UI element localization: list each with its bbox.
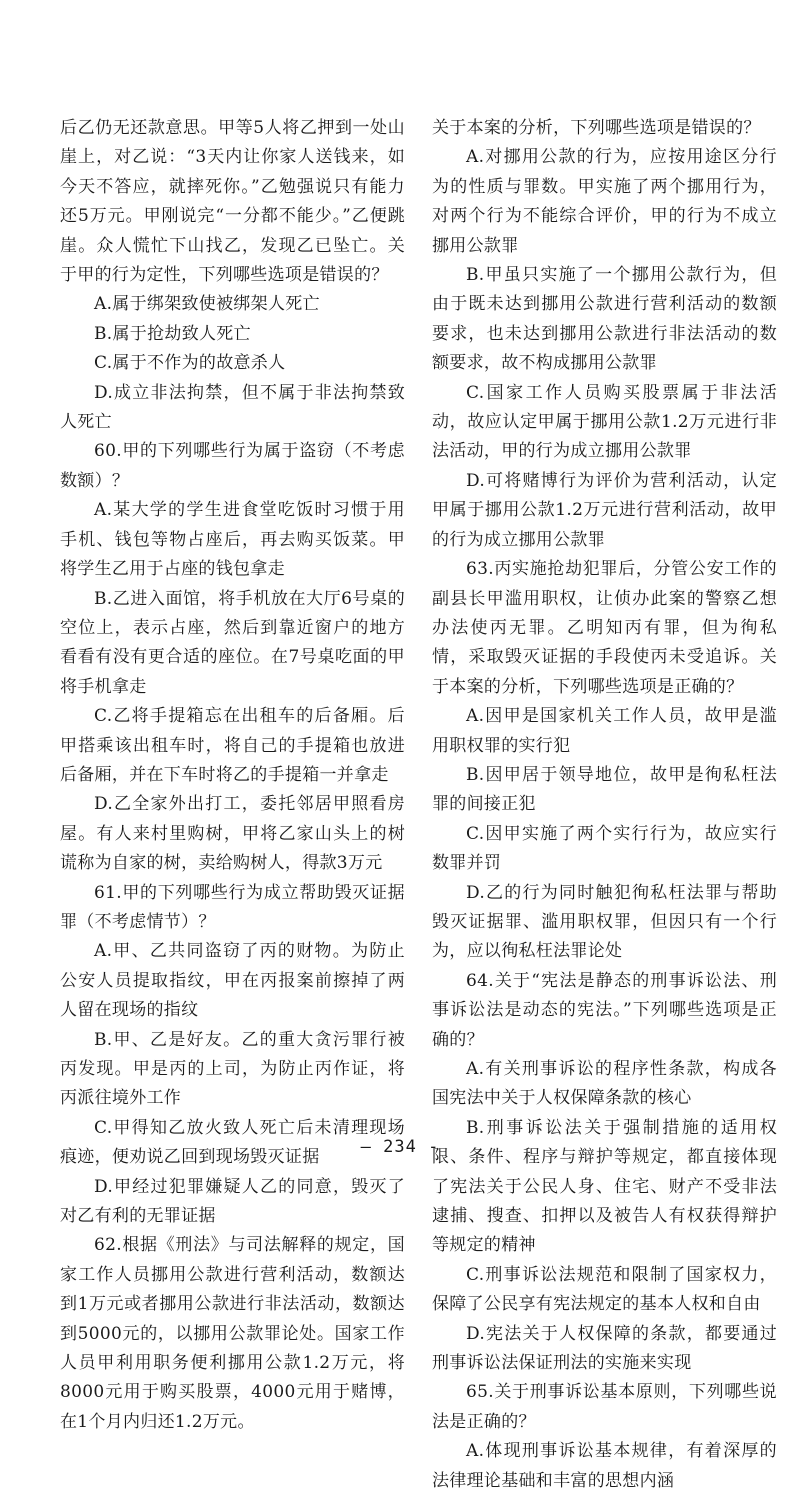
continuation-text: 后乙仍无还款意思。甲等5人将乙押到一处山崖上，对乙说：“3天内让你家人送钱来，如今天不答应，就摔死你。”乙勉强说只有能力还5万元。甲刚说完“一分都不能少。”乙便跳崖。众人慌忙下山找乙，发现乙已坠亡。关于甲的行为定性，下列哪些选项是错误的？: [60, 118, 405, 286]
answer-option: C.刑事诉讼法规范和限制了国家权力，保障了公民享有宪法规定的基本人权和自由: [432, 1264, 777, 1315]
answer-option: D.宪法关于人权保障的条款，都要通过刑事诉讼法保证刑法的实施来实现: [432, 1323, 777, 1374]
answer-option: D.乙的行为同时触犯徇私枉法罪与帮助毁灭证据罪、滥用职权罪，但因只有一个行为，应以徇私枉法罪论处: [432, 882, 777, 962]
answer-option: B.甲虽只实施了一个挪用公款行为，但由于既未达到挪用公款进行营利活动的数额要求，也未达到挪用公款进行非法活动的数额要求，故不构成挪用公款罪: [432, 265, 777, 374]
left-column: [60, 114, 405, 1437]
answer-option: B.因甲居于领导地位，故甲是徇私枉法罪的间接正犯: [432, 764, 777, 815]
question-text: 64.关于“宪法是静态的刑事诉讼法、刑事诉讼法是动态的宪法。”下列哪些选项是正确的？: [432, 970, 777, 1050]
answer-option: B.甲、乙是好友。乙的重大贪污罪行被丙发现。甲是丙的上司，为防止丙作证，将丙派往境外工作: [60, 1029, 405, 1109]
answer-option: A.体现刑事诉讼基本规律，有着深厚的法律理论基础和丰富的思想内涵: [432, 1441, 777, 1491]
answer-option: D.成立非法拘禁，但不属于非法拘禁致人死亡: [60, 382, 405, 433]
answer-option: C.国家工作人员购买股票属于非法活动，故应认定甲属于挪用公款1.2万元进行非法活动，甲的行为成立挪用公款罪: [432, 382, 777, 462]
question-text: 62.根据《刑法》与司法解释的规定，国家工作人员挪用公款进行营利活动，数额达到1万元或者挪用公款进行非法活动，数额达到5000元的，以挪用公款罪论处。国家工作人员甲利用职务便利挪用公款1.2万元，将8000元用于购买股票，4000元用于赌博，在1个月内归还1.2万元。: [60, 1235, 405, 1432]
answer-option: C.甲得知乙放火致人死亡后未清理现场痕迹，便劝说乙回到现场毁灭证据: [60, 1117, 405, 1168]
right-column: [432, 114, 777, 1496]
answer-option: A.甲、乙共同盗窃了丙的财物。为防止公安人员提取指纹，甲在丙报案前擦掉了两人留在现场的指纹: [60, 941, 405, 1021]
continuation-text: 关于本案的分析，下列哪些选项是错误的？: [432, 118, 761, 138]
answer-option: C.属于不作为的故意杀人: [94, 353, 286, 374]
answer-option: D.可将赌博行为评价为营利活动，认定甲属于挪用公款1.2万元进行营利活动，故甲的行为成立挪用公款罪: [432, 470, 777, 550]
question-text: 63.丙实施抢劫犯罪后，分管公安工作的副县长甲滥用职权，让侦办此案的警察乙想办法使丙无罪。乙明知丙有罪，但为徇私情，采取毁灭证据的手段使丙未受追诉。关于本案的分析，下列哪些选项是正确的？: [432, 559, 777, 697]
answer-option: A.某大学的学生进食堂吃饭时习惯于用手机、钱包等物占座后，再去购买饭菜。甲将学生乙用于占座的钱包拿走: [60, 500, 405, 580]
answer-option: A.对挪用公款的行为，应按用途区分行为的性质与罪数。甲实施了两个挪用行为，对两个行为不能综合评价，甲的行为不成立挪用公款罪: [432, 147, 777, 256]
answer-option: C.乙将手提箱忘在出租车的后备厢。后甲搭乘该出租车时，将自己的手提箱也放进后备厢，并在下车时将乙的手提箱一并拿走: [60, 706, 405, 785]
page-number: — 234 -: [360, 1137, 440, 1157]
answer-option: B.属于抢劫致人死亡: [94, 323, 251, 344]
answer-option: A.有关刑事诉讼的程序性条款，构成各国宪法中关于人权保障条款的核心: [432, 1059, 777, 1109]
question-text: 60.甲的下列哪些行为属于盗窃（不考虑数额）？: [60, 441, 405, 491]
answer-option: B.乙进入面馆，将手机放在大厅6号桌的空位上，表示占座，然后到靠近窗户的地方看看有没有更合适的座位。在7号桌吃面的甲将手机拿走: [60, 588, 405, 697]
question-text: 61.甲的下列哪些行为成立帮助毁灭证据罪（不考虑情节）？: [60, 882, 405, 932]
answer-option: A.因甲是国家机关工作人员，故甲是滥用职权罪的实行犯: [432, 706, 777, 756]
question-text: 65.关于刑事诉讼基本原则，下列哪些说法是正确的？: [432, 1382, 777, 1432]
answer-option: A.属于绑架致使被绑架人死亡: [94, 294, 320, 315]
answer-option: B.刑事诉讼法关于强制措施的适用权限、条件、程序与辩护等规定，都直接体现了宪法关于公民人身、住宅、财产不受非法逮捕、搜查、扣押以及被告人有权获得辩护等规定的精神: [432, 1117, 777, 1256]
answer-option: C.因甲实施了两个实行行为，故应实行数罪并罚: [432, 823, 777, 874]
answer-option: D.甲经过犯罪嫌疑人乙的同意，毁灭了对乙有利的无罪证据: [60, 1176, 405, 1227]
answer-option: D.乙全家外出打工，委托邻居甲照看房屋。有人来村里购树，甲将乙家山头上的树谎称为自家的树，卖给购树人，得款3万元: [60, 794, 405, 874]
